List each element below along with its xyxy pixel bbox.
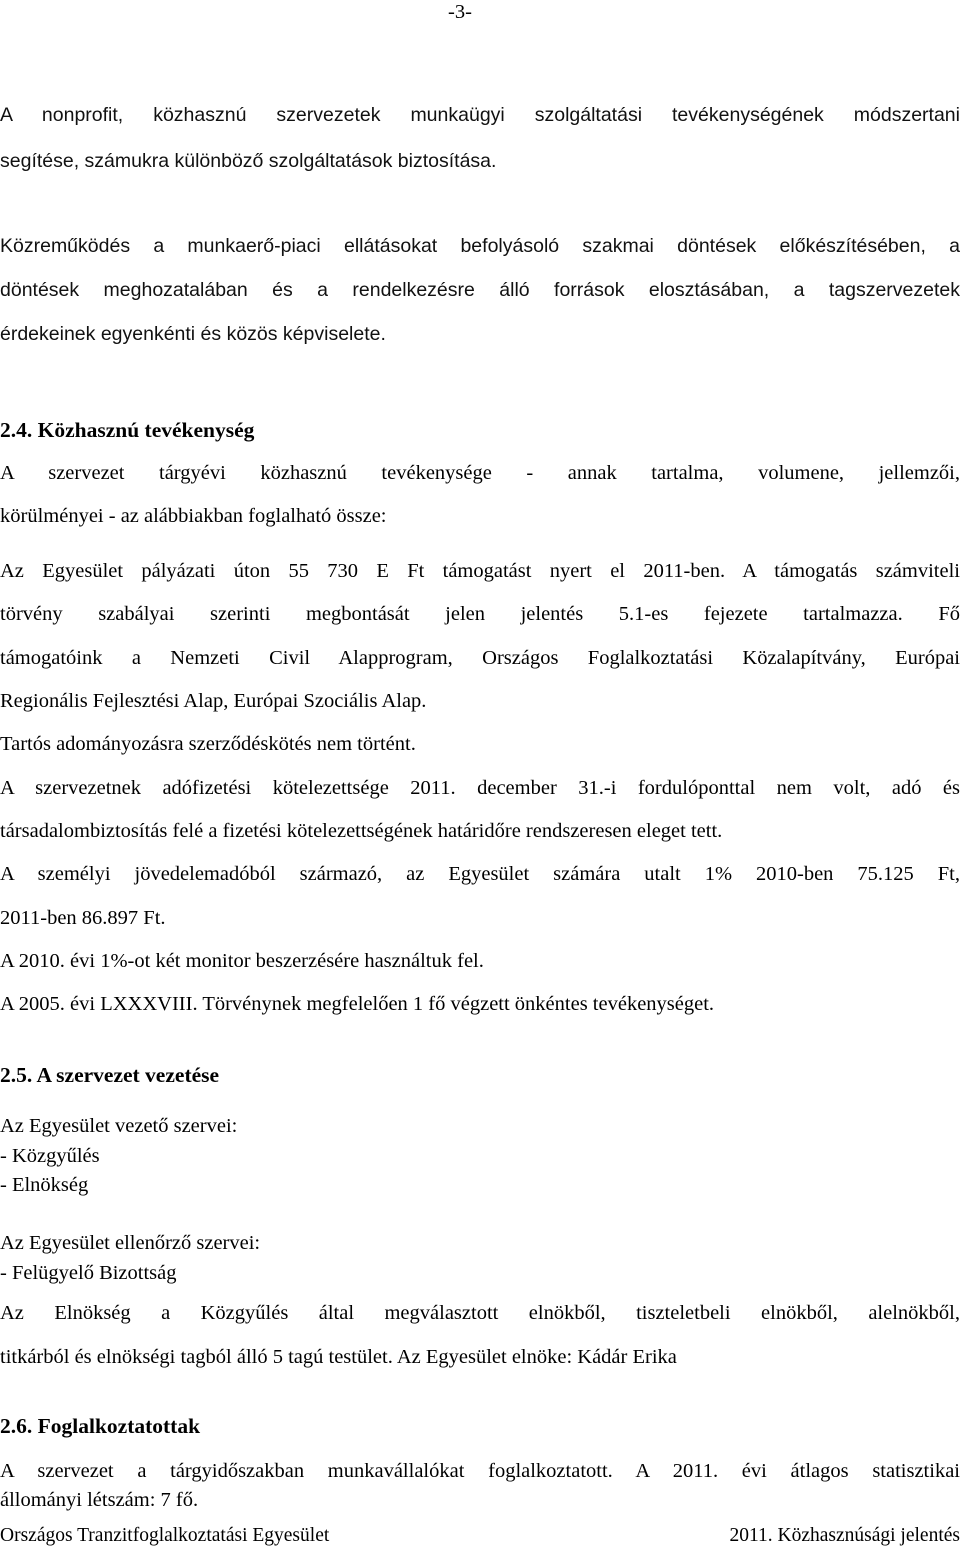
s24-body-line-6: A szervezetnek adófizetési kötelezettsége 2011. december 31.-i fordulóponttal nem volt, adó és [0,777,960,799]
p2-line-3: érdekeinek egyenkénti és közös képviselete. [0,323,386,345]
s25-line-6: Az Elnökség a Közgyűlés által megválasztott elnökből, tiszteletbeli elnökből, alelnökből, [0,1302,960,1324]
section-heading-2-5: 2.5. A szervezet vezetése [0,1063,220,1087]
s25-line-5: - Felügyelő Bizottság [0,1262,177,1284]
section-heading-2-6: 2.6. Foglalkoztatottak [0,1414,201,1438]
s25-line-4: Az Egyesület ellenőrző szervei: [0,1232,261,1254]
page-number: -3- [448,1,472,23]
s24-body-line-5: Tartós adományozásra szerződéskötés nem történt. [0,733,416,755]
p1-line-2: segítése, számukra különböző szolgáltatások biztosítása. [0,150,497,172]
footer-organization: Országos Tranzitfoglalkoztatási Egyesület [0,1525,330,1546]
s24-body-line-7: társadalombiztosítás felé a fizetési kötelezettségének határidőre rendszeresen eleget tett. [0,820,723,842]
s24-body-line-11: A 2005. évi LXXXVIII. Törvénynek megfelelően 1 fő végzett önkéntes tevékenységet. [0,993,715,1015]
s24-body-line-1: Az Egyesület pályázati úton 55 730 E Ft támogatást nyert el 2011-ben. A támogatás számviteli [0,560,960,582]
s24-body-line-4: Regionális Fejlesztési Alap, Európai Szociális Alap. [0,690,427,712]
s25-line-3: - Elnökség [0,1174,89,1196]
p2-line-1: Közreműködés a munkaerő-piaci ellátásokat befolyásoló szakmai döntések előkészítésében, a [0,235,960,257]
s25-line-1: Az Egyesület vezető szervei: [0,1115,238,1137]
s26-line-1: A szervezet a tárgyidőszakban munkavállalókat foglalkoztatott. A 2011. évi átlagos statisztikai [0,1460,960,1482]
s25-line-2: - Közgyűlés [0,1145,100,1167]
s24-body-line-8: A személyi jövedelemadóból származó, az Egyesület számára utalt 1% 2010-ben 75.125 Ft, [0,863,960,885]
section-heading-2-4: 2.4. Közhasznú tevékenység [0,418,255,442]
s25-line-7: titkárból és elnökségi tagból álló 5 tagú testület. Az Egyesület elnöke: Kádár Erika [0,1346,677,1368]
s26-line-2: állományi létszám: 7 fő. [0,1489,199,1511]
s24-body-line-10: A 2010. évi 1%-ot két monitor beszerzésére használtuk fel. [0,950,484,972]
s24-intro-line-2: körülményei - az alábbiakban foglalható össze: [0,505,387,527]
p1-line-1: A nonprofit, közhasznú szervezetek munkaügyi szolgáltatási tevékenységének módszertani [0,104,960,126]
s24-body-line-2: törvény szabályai szerinti megbontását jelen jelentés 5.1-es fejezete tartalmazza. Fő [0,603,960,625]
p2-line-2: döntések meghozatalában és a rendelkezésre álló források elosztásában, a tagszervezetek [0,279,960,301]
s24-body-line-9: 2011-ben 86.897 Ft. [0,907,166,929]
s24-body-line-3: támogatóink a Nemzeti Civil Alapprogram, Országos Foglalkoztatási Közalapítvány, Európai [0,647,960,669]
s24-intro-line-1: A szervezet tárgyévi közhasznú tevékenysége - annak tartalma, volumene, jellemzői, [0,462,960,484]
footer-report-title: 2011. Közhasznúsági jelentés [729,1525,960,1546]
